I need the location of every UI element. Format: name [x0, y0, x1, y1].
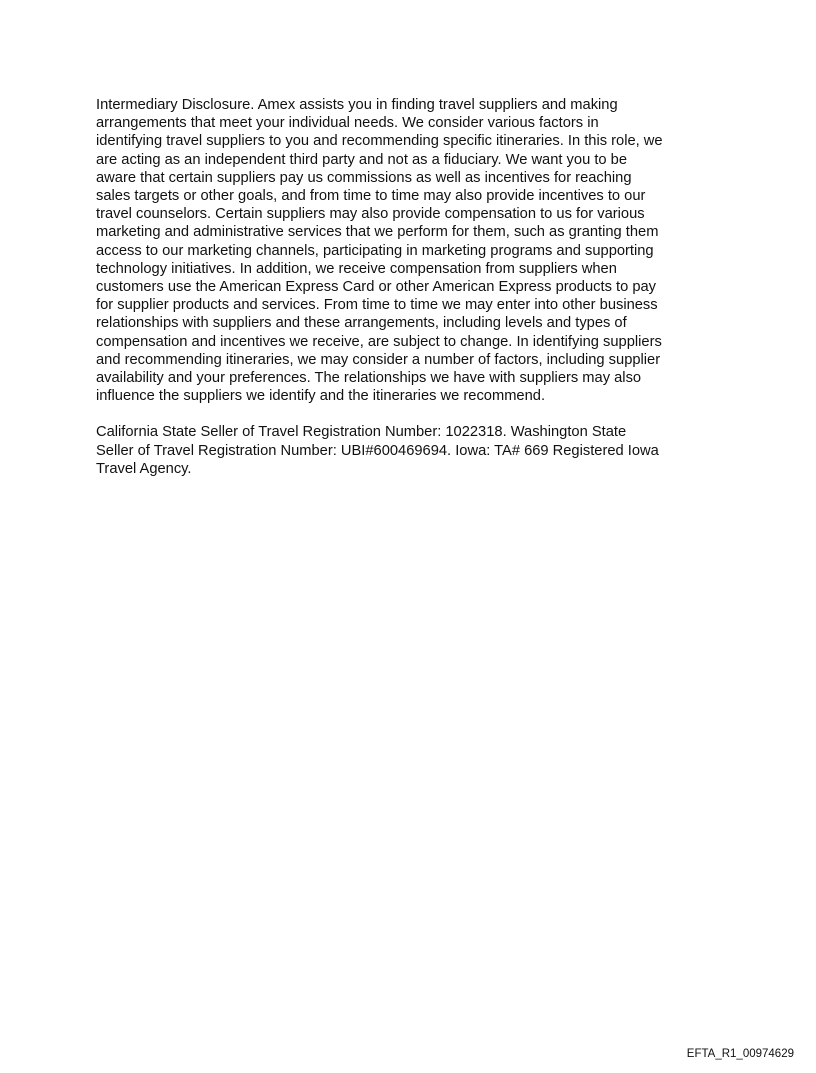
document-id-footer: EFTA_R1_00974629 [686, 1048, 794, 1060]
intermediary-disclosure-paragraph: Intermediary Disclosure. Amex assists you in finding travel suppliers and making arrangements that meet your individual needs. We consider various factors in identifying travel suppliers to you and recommending specific itineraries. In this role, we are acting as an independent third party and not as a fiduciary. We want you to be aware that certain suppliers pay us commissions as well as incentives for reaching sales targets or other goals, and from time to time may also provide incentives to our travel counselors. Certain suppliers may also provide compensation to us for various marketing and administrative services that we perform for them, such as granting them access to our marketing channels, participating in marketing programs and supporting technology initiatives. In addition, we receive compensation from suppliers when customers use the American Express Card or other American Express products to pay for supplier products and services. From time to time we may enter into other business relationships with suppliers and these arrangements, including levels and types of compensation and incentives we receive, are subject to change. In identifying suppliers and recommending itineraries, we may consider a number of factors, including supplier availability and your preferences. The relationships we have with suppliers may also influence the suppliers we identify and the itineraries we recommend. [96, 97, 663, 405]
registration-numbers-paragraph: California State Seller of Travel Registration Number: 1022318. Washington State Seller of Travel Registration Number: UBI#600469694. Iowa: TA# 669 Registered Iowa Travel Agency. [96, 424, 659, 477]
document-body [96, 96, 720, 478]
